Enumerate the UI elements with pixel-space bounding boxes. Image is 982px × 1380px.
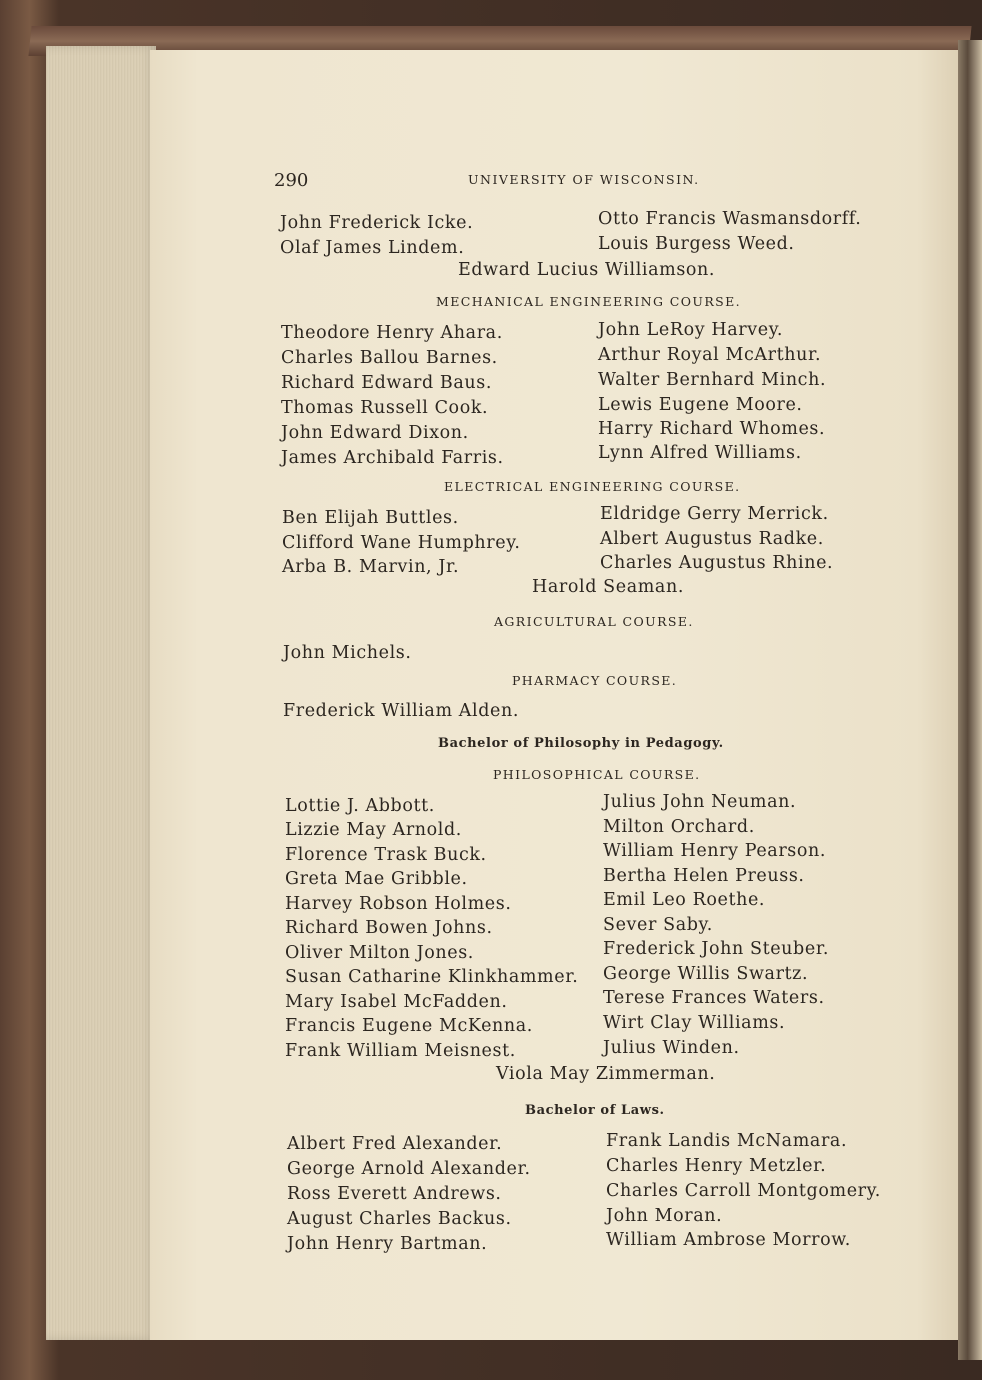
name-entry: Albert Fred Alexander. <box>287 1134 503 1154</box>
name-entry: George Arnold Alexander. <box>287 1159 531 1179</box>
name-entry: William Ambrose Morrow. <box>606 1230 851 1250</box>
name-entry: Bertha Helen Preuss. <box>603 866 805 886</box>
name-entry: Mary Isabel McFadden. <box>285 992 508 1012</box>
name-entry: Julius John Neuman. <box>603 792 797 812</box>
name-entry: Louis Burgess Weed. <box>598 234 795 254</box>
name-entry: Francis Eugene McKenna. <box>285 1016 533 1036</box>
name-entry: Clifford Wane Humphrey. <box>282 533 521 553</box>
name-entry: John LeRoy Harvey. <box>598 320 784 340</box>
name-entry: Theodore Henry Ahara. <box>281 323 503 343</box>
name-entry: Richard Edward Baus. <box>281 373 493 393</box>
name-entry: Ben Elijah Buttles. <box>282 508 459 528</box>
name-entry: Charles Carroll Montgomery. <box>606 1181 881 1201</box>
name-entry: Otto Francis Wasmansdorff. <box>598 209 862 229</box>
page-stack-edges <box>46 46 156 1340</box>
name-entry: Julius Winden. <box>603 1038 740 1058</box>
name-entry: Milton Orchard. <box>603 817 755 837</box>
name-entry: Thomas Russell Cook. <box>281 398 489 418</box>
name-entry: William Henry Pearson. <box>603 841 827 861</box>
name-entry: Albert Augustus Radke. <box>600 529 824 549</box>
name-entry: Charles Henry Metzler. <box>606 1156 827 1176</box>
degree-heading: Bachelor of Philosophy in Pedagogy. <box>438 736 724 751</box>
name-entry: Eldridge Gerry Merrick. <box>600 504 829 524</box>
name-entry: Oliver Milton Jones. <box>285 943 474 963</box>
page-number: 290 <box>274 170 309 191</box>
degree-heading: Bachelor of Laws. <box>525 1103 665 1118</box>
name-entry: Edward Lucius Williamson. <box>458 260 716 280</box>
name-entry: Arba B. Marvin, Jr. <box>282 557 460 577</box>
name-entry: Lottie J. Abbott. <box>285 796 435 816</box>
section-heading: MECHANICAL ENGINEERING COURSE. <box>436 294 741 309</box>
name-entry: Harvey Robson Holmes. <box>285 894 512 914</box>
name-entry: John Moran. <box>606 1206 723 1226</box>
name-entry: Viola May Zimmerman. <box>496 1064 716 1084</box>
name-entry: Harry Richard Whomes. <box>598 419 826 439</box>
name-entry: Harold Seaman. <box>532 577 684 597</box>
name-entry: John Edward Dixon. <box>281 423 469 443</box>
name-entry: Walter Bernhard Minch. <box>598 370 827 390</box>
name-entry: John Henry Bartman. <box>287 1234 488 1254</box>
name-entry: Richard Bowen Johns. <box>285 918 493 938</box>
name-entry: Lynn Alfred Williams. <box>598 443 802 463</box>
name-entry: Wirt Clay Williams. <box>603 1013 786 1033</box>
name-entry: Charles Ballou Barnes. <box>281 348 498 368</box>
section-heading: AGRICULTURAL COURSE. <box>494 614 694 629</box>
name-entry: Sever Saby. <box>603 915 713 935</box>
name-entry: Frank William Meisnest. <box>285 1041 516 1061</box>
name-entry: August Charles Backus. <box>287 1209 512 1229</box>
name-entry: Lewis Eugene Moore. <box>598 395 803 415</box>
name-entry: George Willis Swartz. <box>603 964 809 984</box>
name-entry: Florence Trask Buck. <box>285 845 487 865</box>
name-entry: Terese Frances Waters. <box>603 988 825 1008</box>
name-entry: Charles Augustus Rhine. <box>600 553 834 573</box>
name-entry: James Archibald Farris. <box>281 448 504 468</box>
section-heading: PHARMACY COURSE. <box>512 673 678 688</box>
name-entry: Susan Catharine Klinkhammer. <box>285 967 579 987</box>
section-heading: ELECTRICAL ENGINEERING COURSE. <box>444 479 741 494</box>
right-page-edge <box>958 40 982 1360</box>
section-heading: PHILOSOPHICAL COURSE. <box>493 767 701 782</box>
name-entry: Olaf James Lindem. <box>280 238 465 258</box>
name-entry: Frederick John Steuber. <box>603 939 830 959</box>
name-entry: Greta Mae Gribble. <box>285 869 468 889</box>
running-head: UNIVERSITY OF WISCONSIN. <box>468 172 700 187</box>
name-entry: Emil Leo Roethe. <box>603 890 766 910</box>
name-entry: John Michels. <box>283 643 412 663</box>
name-entry: Ross Everett Andrews. <box>287 1184 502 1204</box>
name-entry: Frank Landis McNamara. <box>606 1131 848 1151</box>
name-entry: John Frederick Icke. <box>280 213 474 233</box>
name-entry: Frederick William Alden. <box>283 701 520 721</box>
name-entry: Lizzie May Arnold. <box>285 820 462 840</box>
name-entry: Arthur Royal McArthur. <box>598 345 822 365</box>
